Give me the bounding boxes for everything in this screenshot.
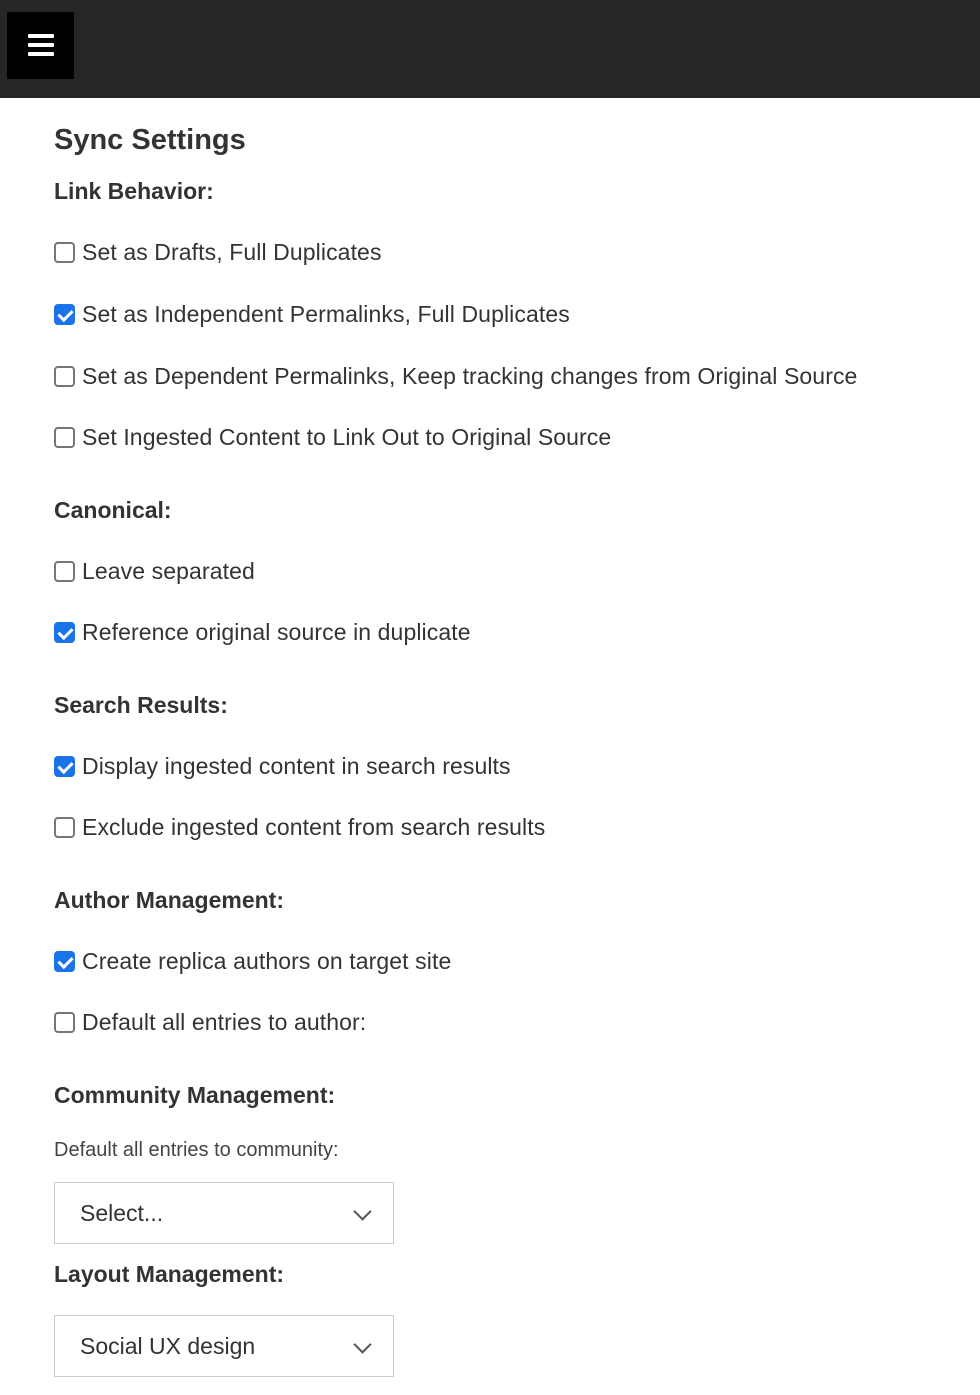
community-select[interactable] bbox=[54, 1182, 394, 1244]
link-behavior-option-drafts[interactable] bbox=[54, 237, 382, 267]
hamburger-menu-icon bbox=[28, 34, 54, 38]
search-results-label: Search Results: bbox=[54, 692, 228, 718]
option-label: Set as Dependent Permalinks, Keep tracking changes from Original Source bbox=[82, 362, 858, 389]
top-bar bbox=[0, 0, 980, 98]
checkbox[interactable] bbox=[54, 366, 75, 387]
option-label: Reference original source in duplicate bbox=[82, 618, 471, 645]
layout-management-label: Layout Management: bbox=[54, 1261, 285, 1287]
hamburger-menu-icon-line bbox=[28, 43, 54, 47]
checkbox[interactable] bbox=[54, 1012, 75, 1033]
link-behavior-label: Link Behavior: bbox=[54, 178, 214, 204]
option-label: Leave separated bbox=[82, 557, 255, 584]
option-label: Set as Drafts, Full Duplicates bbox=[82, 238, 382, 265]
hamburger-menu-icon-line bbox=[28, 52, 54, 56]
canonical-option-leave-separated[interactable] bbox=[54, 556, 255, 586]
link-behavior-option-link-out[interactable] bbox=[54, 422, 611, 452]
checkbox[interactable] bbox=[54, 756, 75, 777]
option-label: Exclude ingested content from search results bbox=[82, 813, 546, 840]
option-label: Default all entries to author: bbox=[82, 1008, 367, 1035]
layout-select[interactable] bbox=[54, 1315, 394, 1377]
canonical-option-reference-original[interactable] bbox=[54, 617, 471, 647]
chevron-down-icon bbox=[353, 1202, 371, 1220]
checkbox[interactable] bbox=[54, 304, 75, 325]
author-management-label: Author Management: bbox=[54, 887, 284, 913]
checkbox[interactable] bbox=[54, 622, 75, 643]
hamburger-menu-button[interactable] bbox=[7, 12, 74, 79]
author-option-default-author[interactable] bbox=[54, 1007, 366, 1037]
option-label: Create replica authors on target site bbox=[82, 947, 452, 974]
checkbox[interactable] bbox=[54, 561, 75, 582]
checkbox[interactable] bbox=[54, 242, 75, 263]
page-title: Sync Settings bbox=[54, 124, 246, 156]
chevron-down-icon bbox=[353, 1335, 371, 1353]
option-label: Set Ingested Content to Link Out to Original Source bbox=[82, 423, 612, 450]
checkbox[interactable] bbox=[54, 951, 75, 972]
checkbox[interactable] bbox=[54, 817, 75, 838]
search-results-option-display[interactable] bbox=[54, 751, 511, 781]
checkbox[interactable] bbox=[54, 427, 75, 448]
community-management-label: Community Management: bbox=[54, 1082, 336, 1108]
option-label: Set as Independent Permalinks, Full Duplicates bbox=[82, 300, 570, 327]
author-option-create-replica[interactable] bbox=[54, 946, 451, 976]
link-behavior-option-dependent[interactable] bbox=[54, 361, 857, 391]
link-behavior-option-independent[interactable] bbox=[54, 299, 570, 329]
community-select-value: Select... bbox=[80, 1199, 164, 1226]
default-community-label: Default all entries to community: bbox=[54, 1139, 339, 1161]
layout-select-value: Social UX design bbox=[80, 1332, 256, 1359]
option-label: Display ingested content in search results bbox=[82, 752, 511, 779]
canonical-label: Canonical: bbox=[54, 497, 172, 523]
search-results-option-exclude[interactable] bbox=[54, 812, 545, 842]
